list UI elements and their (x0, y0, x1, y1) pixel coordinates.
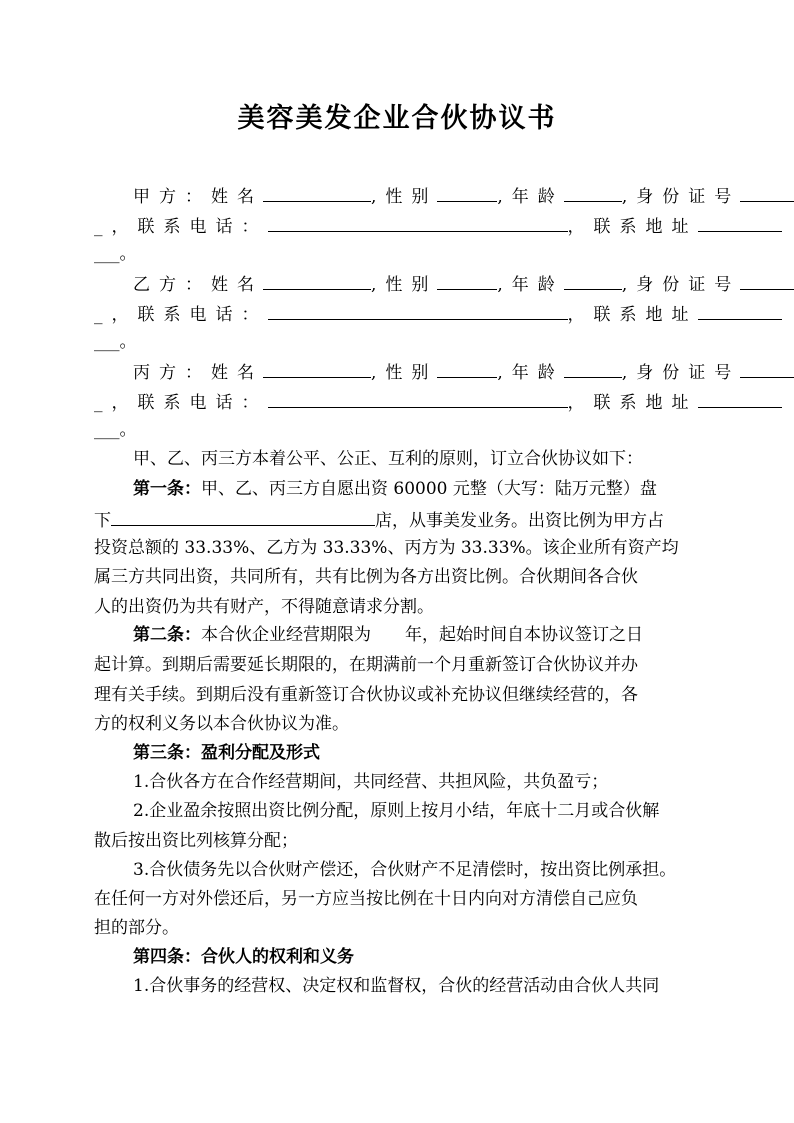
address-label: ，联系地址 (567, 393, 698, 413)
clause1-line4: 属三方共同出资，共同所有，共有比例为各方出资比例。合伙期间各合伙 (94, 567, 638, 587)
clause1-text: 下 (94, 511, 111, 531)
name-blank (263, 273, 371, 290)
id-label: ,身份证号 (621, 187, 741, 207)
clause3-item2-line1: 2.企业盈余按照出资比例分配，原则上按月小结，年底十二月或合伙解 (133, 801, 660, 821)
clause1-line1 (133, 479, 657, 499)
id-blank (740, 273, 794, 290)
party-jia-line2 (94, 215, 782, 237)
address-label: ，联系地址 (567, 217, 698, 237)
clause3-heading: 第三条：盈利分配及形式 (133, 743, 320, 763)
party-jia-line3: ___。 (94, 244, 137, 264)
clause3-item3-line2: 在任何一方对外偿还后，另一方应当按比例在十日内向对方清偿自己应负 (94, 889, 638, 909)
id-label: ,身份证号 (621, 363, 741, 383)
intro-paragraph: 甲、乙、丙三方本着公平、公正、互利的原则，订立合伙协议如下： (133, 449, 643, 469)
phone-label: _，联系电话： (94, 393, 268, 413)
clause1-heading: 第一条： (133, 479, 201, 499)
gender-blank (437, 361, 497, 378)
party-bing-line3: ___。 (94, 420, 137, 440)
clause2-line2: 起计算。到期后需要延长期限的，在期满前一个月重新签订合伙协议并办 (94, 655, 638, 675)
clause1-line5: 人的出资仍为共有财产，不得随意请求分割。 (94, 597, 434, 617)
name-label: 乙方：姓名 (133, 275, 263, 295)
phone-blank (268, 215, 568, 232)
address-blank (698, 303, 782, 320)
address-blank (698, 215, 782, 232)
shop-name-blank (111, 509, 375, 526)
clause3-item2-line2: 散后按出资比列核算分配； (94, 831, 298, 851)
name-blank (263, 185, 371, 202)
clause1-line3: 投资总额的 33.33%、乙方为 33.33%、丙方为 33.33%。该企业所有资产均 (94, 538, 679, 558)
clause2-text: 本合伙企业经营期限为 年，起始时间自本协议签订之日 (201, 625, 643, 645)
clause2-line3: 理有关手续。到期后没有重新签订合伙协议或补充协议但继续经营的，各 (94, 685, 638, 705)
gender-label: ,性别 (371, 187, 438, 207)
id-label: ,身份证号 (621, 275, 741, 295)
id-blank (740, 361, 794, 378)
party-bing-line1 (133, 361, 794, 383)
clause3-item3-line3: 担的部分。 (94, 918, 179, 938)
clause2-heading: 第二条： (133, 625, 201, 645)
phone-label: _，联系电话： (94, 305, 268, 325)
id-blank (740, 185, 794, 202)
party-yi-line1 (133, 273, 794, 295)
age-blank (564, 273, 622, 290)
address-label: ，联系地址 (567, 305, 698, 325)
age-label: ,年龄 (497, 187, 564, 207)
gender-blank (437, 185, 497, 202)
age-blank (564, 185, 622, 202)
age-label: ,年龄 (497, 275, 564, 295)
party-yi-line3: ___。 (94, 332, 137, 352)
age-blank (564, 361, 622, 378)
clause3-item1: 1.合伙各方在合作经营期间，共同经营、共担风险，共负盈亏； (133, 772, 609, 792)
party-jia-line1 (133, 185, 794, 207)
phone-blank (268, 391, 568, 408)
age-label: ,年龄 (497, 363, 564, 383)
name-label: 丙方：姓名 (133, 363, 263, 383)
name-label: 甲方：姓名 (133, 187, 263, 207)
name-blank (263, 361, 371, 378)
party-bing-line2 (94, 391, 782, 413)
phone-blank (268, 303, 568, 320)
clause2-line4: 方的权利义务以本合伙协议为准。 (94, 714, 349, 734)
gender-label: ,性别 (371, 363, 438, 383)
clause1-text: 甲、乙、丙三方自愿出资 60000 元整（大写：陆万元整）盘 (201, 479, 657, 499)
clause4-heading: 第四条：合伙人的权利和义务 (133, 947, 354, 967)
phone-label: _，联系电话： (94, 217, 268, 237)
party-yi-line2 (94, 303, 782, 325)
clause1-text: 店，从事美发业务。出资比例为甲方占 (375, 511, 664, 531)
clause1-line2 (94, 509, 664, 531)
gender-label: ,性别 (371, 275, 438, 295)
address-blank (698, 391, 782, 408)
gender-blank (437, 273, 497, 290)
document-title: 美容美发企业合伙协议书 (237, 103, 557, 134)
clause4-item1: 1.合伙事务的经营权、决定权和监督权，合伙的经营活动由合伙人共同 (133, 976, 660, 996)
clause2-line1 (133, 625, 643, 645)
clause3-item3-line1: 3.合伙债务先以合伙财产偿还，合伙财产不足清偿时，按出资比例承担。 (133, 860, 677, 880)
